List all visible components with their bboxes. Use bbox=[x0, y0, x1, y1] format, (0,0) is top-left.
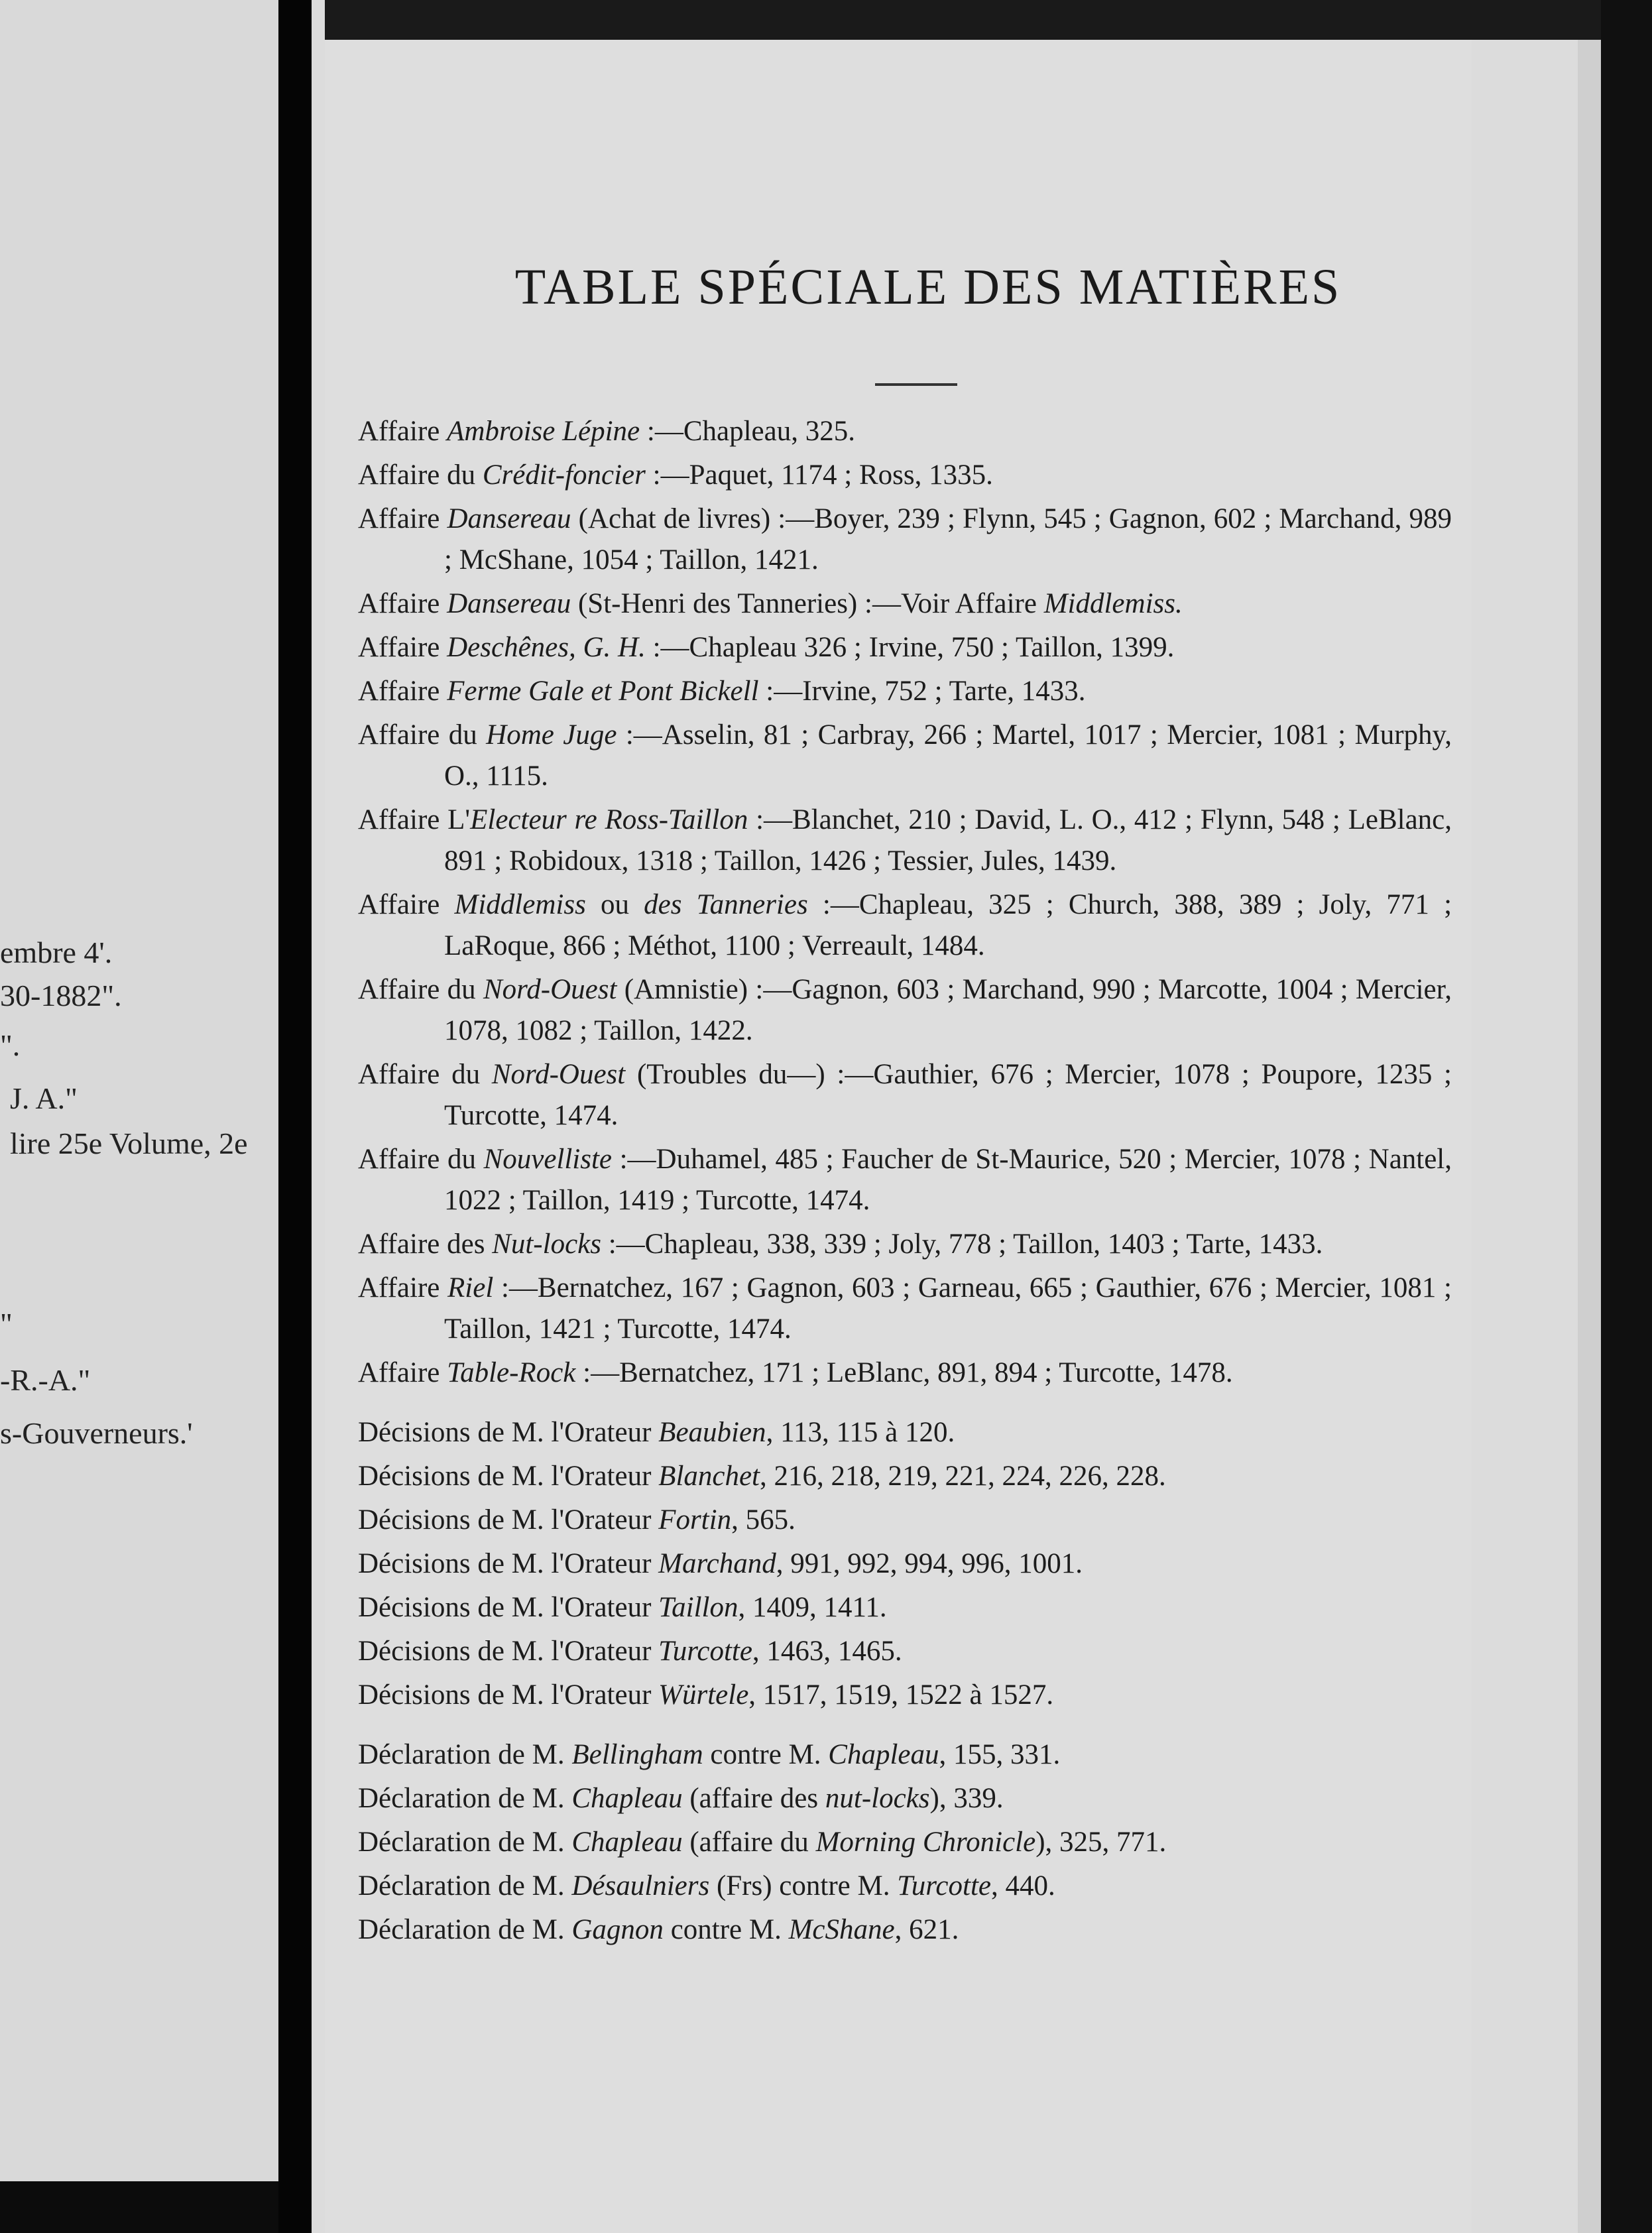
entry-subject: Table-Rock bbox=[447, 1357, 576, 1388]
left-page-line: s-Gouverneurs.' bbox=[0, 1416, 193, 1450]
index-entry bbox=[358, 627, 1452, 668]
left-page-line: -R.-A." bbox=[0, 1363, 91, 1397]
entry-text: ), 339. bbox=[929, 1783, 1004, 1814]
entry-text: :—Chapleau, 325 ; Church, 388, 389 ; Joly, 771 ; LaRoque, 866 ; Méthot, 1100 ; Verreault, 1484. bbox=[444, 889, 1452, 961]
left-page-line: ". bbox=[0, 1028, 21, 1062]
entry-text: Affaire bbox=[358, 676, 447, 707]
entry-text: Affaire du bbox=[358, 974, 483, 1005]
entry-text: ou bbox=[585, 889, 644, 920]
entry-text: Affaire bbox=[358, 1272, 448, 1303]
index-entry bbox=[358, 1909, 1452, 1951]
entry-text: Affaire du bbox=[358, 459, 483, 491]
entry-text: , 1463, 1465. bbox=[752, 1636, 902, 1667]
entry-subject: Nord-Ouest bbox=[483, 974, 617, 1005]
entry-subject: Ferme Gale et Pont Bickell bbox=[447, 676, 759, 707]
entry-text: (Frs) contre M. bbox=[709, 1870, 898, 1901]
entry-subject: McShane bbox=[788, 1914, 895, 1945]
index-entry bbox=[358, 1139, 1452, 1221]
entry-subject: Electeur re Ross-Taillon bbox=[470, 804, 748, 835]
entry-subject: Désaulniers bbox=[571, 1870, 710, 1901]
index-entry bbox=[358, 499, 1452, 581]
entry-subject: Nord-Ouest bbox=[491, 1059, 626, 1090]
entry-subject: Middlemiss. bbox=[1043, 588, 1183, 619]
entry-text: Affaire bbox=[358, 416, 447, 447]
index-entry bbox=[358, 1587, 1452, 1628]
scan-top-border bbox=[325, 0, 1601, 40]
index-entry bbox=[358, 800, 1452, 882]
left-page-line: J. A." bbox=[10, 1081, 78, 1115]
index-entry bbox=[358, 1268, 1452, 1350]
page-title: TABLE SPÉCIALE DES MATIÈRES bbox=[514, 259, 1342, 315]
entry-subject: Dansereau bbox=[447, 503, 571, 534]
entry-text: :—Paquet, 1174 ; Ross, 1335. bbox=[645, 459, 993, 491]
index-entry bbox=[358, 1500, 1452, 1541]
index-entry bbox=[358, 1778, 1452, 1819]
entry-text: Décisions de M. l'Orateur bbox=[358, 1548, 659, 1579]
index-entry bbox=[358, 1631, 1452, 1672]
entry-text: Déclaration de M. bbox=[358, 1827, 572, 1858]
index-entry bbox=[358, 1543, 1452, 1585]
entry-text: Affaire du bbox=[358, 1144, 484, 1175]
index-entry bbox=[358, 1412, 1452, 1453]
entry-text: :—Irvine, 752 ; Tarte, 1433. bbox=[758, 676, 1086, 707]
entry-subject: Middlemiss bbox=[454, 889, 586, 920]
index-entry bbox=[358, 1675, 1452, 1716]
entry-text: (Troubles du—) :—Gauthier, 676 ; Mercier, 1078 ; Poupore, 1235 ; Turcotte, 1474. bbox=[444, 1059, 1452, 1131]
entry-text: Affaire bbox=[358, 1357, 447, 1388]
entry-text: Déclaration de M. bbox=[358, 1914, 572, 1945]
entry-text: (St-Henri des Tanneries) :—Voir Affaire bbox=[571, 588, 1044, 619]
entry-subject: Chapleau bbox=[828, 1739, 939, 1770]
entry-text: :—Bernatchez, 167 ; Gagnon, 603 ; Garneau, 665 ; Gauthier, 676 ; Mercier, 1081 ; Taillon, 1421 ; Turcotte, 1474. bbox=[444, 1272, 1452, 1345]
entry-text: Affaire bbox=[358, 632, 447, 663]
entry-text: , 216, 218, 219, 221, 224, 226, 228. bbox=[760, 1461, 1166, 1492]
entry-text: , 440. bbox=[990, 1870, 1055, 1901]
entry-subject: Turcotte bbox=[897, 1870, 991, 1901]
entry-text: , 621. bbox=[894, 1914, 959, 1945]
index-entry bbox=[358, 884, 1452, 967]
entry-text: :—Chapleau, 325. bbox=[640, 416, 855, 447]
entry-text: (Achat de livres) :—Boyer, 239 ; Flynn, 545 ; Gagnon, 602 ; Marchand, 989 ; McShane, 1054 ; Taillon, 1421. bbox=[444, 503, 1452, 575]
scan-border bbox=[1601, 0, 1652, 2233]
left-page-line: 30-1882". bbox=[0, 979, 122, 1012]
entry-subject: Taillon bbox=[658, 1592, 738, 1623]
entry-text: Décisions de M. l'Orateur bbox=[358, 1679, 659, 1711]
entry-subject: Gagnon bbox=[571, 1914, 664, 1945]
left-page-line: lire 25e Volume, 2e bbox=[10, 1126, 248, 1160]
entry-text: Affaire L' bbox=[358, 804, 471, 835]
entry-text: :—Chapleau 326 ; Irvine, 750 ; Taillon, 1399. bbox=[645, 632, 1175, 663]
index-entry bbox=[358, 411, 1452, 452]
index-entry bbox=[358, 583, 1452, 625]
entry-subject: Turcotte bbox=[658, 1636, 752, 1667]
left-page-line: embre 4'. bbox=[0, 935, 113, 969]
index-entry bbox=[358, 671, 1452, 712]
entry-subject: Beaubien bbox=[658, 1417, 766, 1448]
index-entry bbox=[358, 1456, 1452, 1497]
entry-subject: Blanchet bbox=[658, 1461, 760, 1492]
entry-text: :—Bernatchez, 171 ; LeBlanc, 891, 894 ; Turcotte, 1478. bbox=[575, 1357, 1233, 1388]
entry-subject: Ambroise Lépine bbox=[447, 416, 640, 447]
entry-text: Affaire bbox=[358, 503, 447, 534]
entry-text: Affaire des bbox=[358, 1229, 493, 1260]
entry-text: , 565. bbox=[731, 1504, 796, 1536]
entry-text: Déclaration de M. bbox=[358, 1870, 572, 1901]
entry-text: Affaire bbox=[358, 588, 447, 619]
entry-text: Décisions de M. l'Orateur bbox=[358, 1636, 659, 1667]
entry-subject: Deschênes, G. H. bbox=[447, 632, 646, 663]
entry-text: Décisions de M. l'Orateur bbox=[358, 1504, 659, 1536]
entry-text: , 155, 331. bbox=[939, 1739, 1061, 1770]
index-entry bbox=[358, 1866, 1452, 1907]
entry-subject: nut-locks bbox=[825, 1783, 930, 1814]
left-page-line: " bbox=[0, 1307, 13, 1341]
entry-text: (affaire des bbox=[682, 1783, 825, 1814]
entry-text: :—Chapleau, 338, 339 ; Joly, 778 ; Taillon, 1403 ; Tarte, 1433. bbox=[601, 1229, 1323, 1260]
page-edge bbox=[1578, 0, 1601, 2233]
entry-subject: Riel bbox=[447, 1272, 494, 1303]
index-entry bbox=[358, 1734, 1452, 1776]
entry-text: (affaire du bbox=[682, 1827, 816, 1858]
entry-subject: Nut-locks bbox=[492, 1229, 601, 1260]
index-entry bbox=[358, 715, 1452, 797]
index-entry bbox=[358, 1054, 1452, 1136]
entry-subject: Bellingham bbox=[571, 1739, 703, 1770]
entry-text: , 1409, 1411. bbox=[738, 1592, 887, 1623]
entry-text: Déclaration de M. bbox=[358, 1739, 572, 1770]
entry-subject: Morning Chronicle bbox=[815, 1827, 1036, 1858]
entry-text: , 991, 992, 994, 996, 1001. bbox=[776, 1548, 1083, 1579]
entry-subject: Chapleau bbox=[571, 1827, 683, 1858]
entry-text: contre M. bbox=[663, 1914, 789, 1945]
index-entries bbox=[358, 411, 1452, 1953]
entry-text: , 113, 115 à 120. bbox=[766, 1417, 955, 1448]
entry-text: ), 325, 771. bbox=[1035, 1827, 1167, 1858]
entry-text: Affaire bbox=[358, 889, 455, 920]
entry-text: Affaire du bbox=[358, 1059, 492, 1090]
entry-subject: Nouvelliste bbox=[483, 1144, 613, 1175]
entry-text: :—Blanchet, 210 ; David, L. O., 412 ; Flynn, 548 ; LeBlanc, 891 ; Robidoux, 1318 ; Taillon, 1426 ; Tessier, Jules, 1439. bbox=[444, 804, 1452, 876]
index-entry bbox=[358, 1353, 1452, 1394]
entry-subject: Home Juge bbox=[486, 719, 617, 751]
index-entry bbox=[358, 1224, 1452, 1265]
entry-text: contre M. bbox=[703, 1739, 829, 1770]
entry-subject: Würtele bbox=[658, 1679, 749, 1711]
entry-subject: des Tanneries bbox=[644, 889, 808, 920]
index-entry bbox=[358, 455, 1452, 496]
title-rule bbox=[875, 383, 957, 386]
left-facing-page bbox=[0, 0, 278, 2181]
entry-text: Décisions de M. l'Orateur bbox=[358, 1417, 659, 1448]
entry-text: (Amnistie) :—Gagnon, 603 ; Marchand, 990 ; Marcotte, 1004 ; Mercier, 1078, 1082 ; Taillon, 1422. bbox=[444, 974, 1452, 1046]
entry-text: :—Asselin, 81 ; Carbray, 266 ; Martel, 1017 ; Mercier, 1081 ; Murphy, O., 1115. bbox=[444, 719, 1452, 792]
entry-text: Décisions de M. l'Orateur bbox=[358, 1592, 659, 1623]
entry-text: :—Duhamel, 485 ; Faucher de St-Maurice, 520 ; Mercier, 1078 ; Nantel, 1022 ; Taillon, 1419 ; Turcotte, 1474. bbox=[444, 1144, 1452, 1216]
entry-text: , 1517, 1519, 1522 à 1527. bbox=[748, 1679, 1054, 1711]
entry-subject: Dansereau bbox=[447, 588, 571, 619]
entry-text: Décisions de M. l'Orateur bbox=[358, 1461, 659, 1492]
entry-subject: Fortin bbox=[658, 1504, 732, 1536]
entry-subject: Chapleau bbox=[571, 1783, 683, 1814]
entry-subject: Crédit-foncier bbox=[482, 459, 646, 491]
index-entry bbox=[358, 1822, 1452, 1863]
entry-text: Déclaration de M. bbox=[358, 1783, 572, 1814]
entry-text: Affaire du bbox=[358, 719, 487, 751]
entry-subject: Marchand bbox=[658, 1548, 776, 1579]
index-entry bbox=[358, 969, 1452, 1052]
